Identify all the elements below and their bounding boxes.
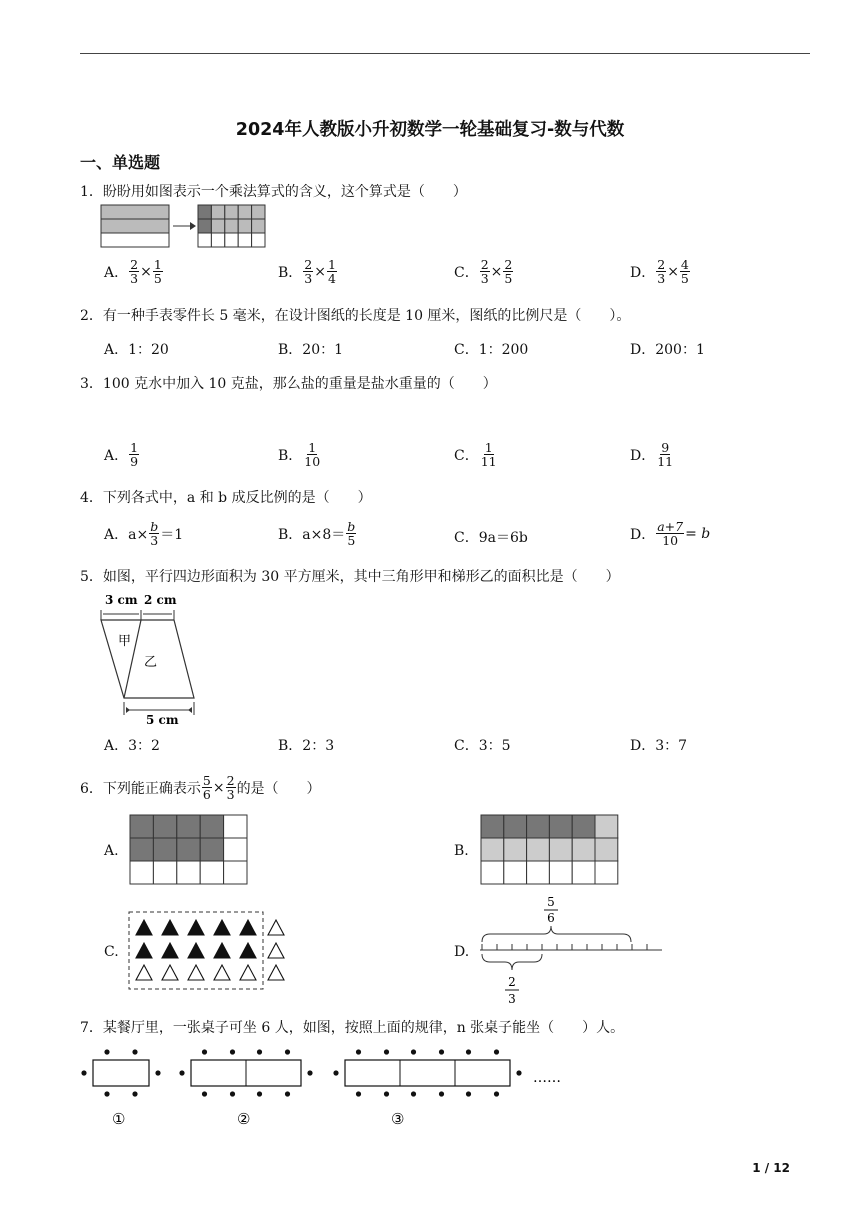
q6a-cell (177, 861, 200, 884)
q1-grid-cell (225, 205, 238, 219)
q6a-cell (153, 838, 176, 861)
q7-seat (230, 1091, 235, 1096)
q6a-cell (130, 838, 153, 861)
q6c-triangle (162, 920, 178, 935)
q7-table (93, 1060, 149, 1086)
q6b-cell (549, 861, 572, 884)
q1-grid-cell (238, 219, 251, 233)
q7-seat (356, 1049, 361, 1054)
q6c-triangle (162, 943, 178, 958)
q3-option-a[interactable] (104, 441, 140, 468)
q7-seat (179, 1070, 184, 1075)
q6b-cell (481, 861, 504, 884)
q7-seat (384, 1091, 389, 1096)
d-bottom-den: 3 (508, 992, 516, 1006)
q4-b-pre: B．a×8＝ (278, 526, 346, 543)
q7-seat (466, 1049, 471, 1054)
q7-seat (439, 1049, 444, 1054)
q6a-cell (130, 815, 153, 838)
frac-den: 10 (662, 533, 679, 548)
q6a-cell (177, 838, 200, 861)
q6b-cell (549, 815, 572, 838)
frac-num: 2 (504, 257, 513, 272)
frac-den: 3 (226, 787, 235, 802)
q1-c-label: C． (454, 264, 479, 281)
q7-seat (202, 1091, 207, 1096)
q7-seat (81, 1070, 86, 1075)
q1-grid-cell (225, 233, 238, 247)
q6b-cell (572, 815, 595, 838)
frac-den: 3 (657, 271, 666, 286)
d-top-den: 6 (547, 911, 555, 925)
q1-b-label: B． (278, 264, 303, 281)
fig-label-jia: 甲 (118, 634, 132, 649)
ellipsis: …… (533, 1070, 561, 1086)
q1-grid-cell (198, 233, 211, 247)
question-2-stem: 2．有一种手表零件长 5 毫米，在设计图纸的长度是 10 厘米，图纸的比例尺是（ ）。 (80, 308, 631, 324)
q1-option-d[interactable] (630, 258, 691, 285)
q2-option-d[interactable]: D．200：1 (630, 342, 705, 358)
q2-option-b[interactable]: B．20：1 (278, 342, 344, 358)
q4-d-label: D． (630, 526, 656, 543)
q7-seat (285, 1049, 290, 1054)
frac-den: 5 (504, 271, 513, 286)
q3-b-label: B． (278, 447, 303, 464)
q1-d-label: D． (630, 264, 656, 281)
q4-option-a[interactable] (104, 520, 183, 547)
times: × (212, 779, 225, 796)
page-indicator: 1 / 12 (752, 1161, 790, 1175)
q4-a-post: ＝1 (160, 526, 184, 543)
q1-grid-cell (211, 233, 224, 247)
q7-seat (202, 1049, 207, 1054)
q2-option-c[interactable]: C．1：200 (454, 342, 529, 358)
q1-grid-cell (211, 219, 224, 233)
d-top-num: 5 (547, 895, 555, 909)
q1-grid-cell (198, 219, 211, 233)
q6-option-a-label[interactable]: A. (104, 843, 119, 859)
frac-num: 9 (661, 440, 670, 455)
q6c-triangle (188, 943, 204, 958)
q3-a-label: A． (104, 447, 129, 464)
q3-option-d[interactable] (630, 441, 675, 468)
times: × (667, 263, 679, 280)
frac-den: 5 (153, 271, 162, 286)
q7-seat (285, 1091, 290, 1096)
q6c-triangle (136, 943, 152, 958)
q7-seat (516, 1070, 521, 1075)
q6-option-c-label[interactable]: C. (104, 944, 119, 960)
label-2: ② (237, 1110, 251, 1128)
q7-seat (155, 1070, 160, 1075)
q7-seat (411, 1049, 416, 1054)
frac-num: b (347, 519, 356, 534)
q1-grid-cell (198, 205, 211, 219)
q6c-triangle (214, 943, 230, 958)
q1-grid-cell (238, 233, 251, 247)
q7-seat (384, 1049, 389, 1054)
q6b-cell (572, 838, 595, 861)
frac-num: a+7 (657, 519, 684, 534)
frac-num: b (150, 519, 159, 534)
q6a-cell (224, 815, 247, 838)
q6c-triangle (162, 965, 178, 980)
q1-grid-cell (211, 205, 224, 219)
q6-option-c-figure[interactable] (128, 910, 288, 992)
q6-stem-post: 的是（ ） (236, 780, 321, 797)
q3-c-label: C． (454, 447, 479, 464)
frac-den: 3 (150, 533, 159, 548)
q6b-cell (595, 861, 618, 884)
q6b-cell (481, 838, 504, 861)
frac-num: 2 (480, 257, 489, 272)
q7-seat (230, 1049, 235, 1054)
q1-grid-cell (252, 233, 265, 247)
frac-num: 2 (304, 257, 313, 272)
page-title: 2024年人教版小升初数学一轮基础复习-数与代数 (235, 120, 625, 140)
q7-seat (132, 1091, 137, 1096)
question-5-figure (98, 590, 208, 730)
q6-option-b-figure[interactable] (480, 814, 620, 886)
q7-seat (356, 1091, 361, 1096)
question-1-figure (100, 203, 270, 251)
q3-d-label: D． (630, 447, 656, 464)
q3-option-c[interactable] (454, 441, 499, 468)
q6-option-b-label[interactable]: B. (454, 843, 469, 859)
q6b-cell (504, 861, 527, 884)
q6b-cell (595, 838, 618, 861)
q4-a-pre: A．a× (104, 526, 149, 543)
q6c-triangle (268, 920, 284, 935)
fig-label-3cm: 3 cm (105, 593, 138, 607)
question-1-stem: 1．盼盼用如图表示一个乘法算式的含义，这个算式是（ ） (80, 184, 467, 200)
q7-seat (494, 1049, 499, 1054)
q6a-cell (224, 838, 247, 861)
d-bottom-num: 2 (508, 975, 516, 989)
q7-seat (104, 1091, 109, 1096)
q4-option-c[interactable]: C．9a＝6b (454, 530, 528, 546)
q7-seat (104, 1049, 109, 1054)
question-3-stem: 3．100 克水中加入 10 克盐，那么盐的重量是盐水重量的（ ） (80, 376, 497, 392)
q7-seat (307, 1070, 312, 1075)
q6b-cell (595, 815, 618, 838)
q3-option-b[interactable] (278, 441, 322, 468)
times: × (490, 263, 503, 280)
q6b-cell (549, 838, 572, 861)
q6-option-d-figure[interactable] (478, 892, 668, 1012)
times: × (140, 263, 152, 280)
q6a-cell (200, 838, 223, 861)
label-1: ① (112, 1110, 126, 1128)
q7-seat (439, 1091, 444, 1096)
q5-option-c[interactable]: C．3：5 (454, 738, 511, 754)
q4-option-d[interactable] (630, 520, 710, 547)
question-6-stem (80, 774, 321, 801)
q6c-triangle (240, 943, 256, 958)
q5-option-d[interactable]: D．3：7 (630, 738, 688, 754)
q7-seat (333, 1070, 338, 1075)
q6b-cell (572, 861, 595, 884)
q6c-triangle (268, 943, 284, 958)
q6-option-a-figure[interactable] (129, 814, 249, 886)
q6c-triangle (136, 920, 152, 935)
q4-d-post: = b (685, 525, 711, 542)
fig-label-yi: 乙 (144, 655, 158, 670)
frac-num: 1 (153, 257, 162, 272)
q6b-cell (504, 815, 527, 838)
fig-label-2cm: 2 cm (144, 593, 177, 607)
q6-stem-pre: 6．下列能正确表示 (80, 780, 201, 797)
q6a-cell (153, 815, 176, 838)
frac-den: 3 (480, 271, 489, 286)
q1-grid-cell (252, 219, 265, 233)
q1-option-b[interactable] (278, 258, 338, 285)
q6c-triangle (268, 965, 284, 980)
q6b-cell (504, 838, 527, 861)
frac-den: 11 (657, 454, 674, 469)
q6c-triangle (214, 920, 230, 935)
q6-option-d-label[interactable]: D. (454, 944, 470, 960)
times: × (314, 263, 326, 280)
frac-num: 2 (226, 773, 235, 788)
q1-option-c[interactable] (454, 258, 514, 285)
q7-seat (132, 1049, 137, 1054)
q1-grid-cell (238, 205, 251, 219)
frac-num: 1 (308, 440, 317, 455)
label-3: ③ (391, 1110, 405, 1128)
frac-den: 3 (130, 271, 139, 286)
q1-option-a[interactable] (104, 258, 164, 285)
q5-option-b[interactable]: B．2：3 (278, 738, 335, 754)
q6a-cell (200, 861, 223, 884)
q7-seat (466, 1091, 471, 1096)
section-heading: 一、单选题 (80, 153, 161, 172)
q7-seat (257, 1049, 262, 1054)
q6a-cell (200, 815, 223, 838)
frac-den: 4 (327, 271, 336, 286)
question-4-stem: 4．下列各式中，a 和 b 成反比例的是（ ） (80, 490, 372, 506)
header-rule (80, 53, 810, 54)
q7-seat (257, 1091, 262, 1096)
question-5-stem: 5．如图，平行四边形面积为 30 平方厘米，其中三角形甲和梯形乙的面积比是（ ） (80, 569, 620, 585)
q7-seat (411, 1091, 416, 1096)
q6a-cell (224, 861, 247, 884)
q6c-triangle (136, 965, 152, 980)
q6c-triangle (214, 965, 230, 980)
q1-a-label: A． (104, 264, 129, 281)
frac-num: 4 (680, 257, 689, 272)
q6a-cell (177, 815, 200, 838)
q7-seat (494, 1091, 499, 1096)
q1-grid-cell (225, 219, 238, 233)
frac-num: 1 (130, 440, 139, 455)
frac-num: 2 (130, 257, 139, 272)
frac-num: 5 (202, 773, 211, 788)
q6a-cell (153, 861, 176, 884)
frac-den: 5 (680, 271, 689, 286)
q6b-cell (527, 861, 550, 884)
q7-table (345, 1060, 510, 1086)
frac-num: 1 (327, 257, 336, 272)
fig-label-5cm: 5 cm (146, 713, 179, 727)
q6c-triangle (188, 965, 204, 980)
frac-den: 9 (130, 454, 139, 469)
q6c-triangle (240, 965, 256, 980)
q2-option-a[interactable]: A．1：20 (104, 342, 169, 358)
q6c-triangle (188, 920, 204, 935)
frac-num: 2 (657, 257, 666, 272)
question-7-stem: 7．某餐厅里，一张桌子可坐 6 人，如图，按照上面的规律，n 张桌子能坐（ ）人。 (80, 1020, 625, 1036)
frac-den: 5 (347, 533, 356, 548)
frac-den: 6 (202, 787, 211, 802)
frac-den: 10 (304, 454, 321, 469)
q1-grid-cell (252, 205, 265, 219)
question-7-figure (78, 1042, 578, 1134)
frac-den: 11 (480, 454, 497, 469)
q6b-cell (527, 838, 550, 861)
frac-num: 1 (484, 440, 493, 455)
q6b-cell (481, 815, 504, 838)
frac-den: 3 (304, 271, 313, 286)
q6c-triangle (240, 920, 256, 935)
q5-option-a[interactable]: A．3：2 (104, 738, 160, 754)
q6a-cell (130, 861, 153, 884)
q6b-cell (527, 815, 550, 838)
q4-option-b[interactable] (278, 520, 357, 547)
